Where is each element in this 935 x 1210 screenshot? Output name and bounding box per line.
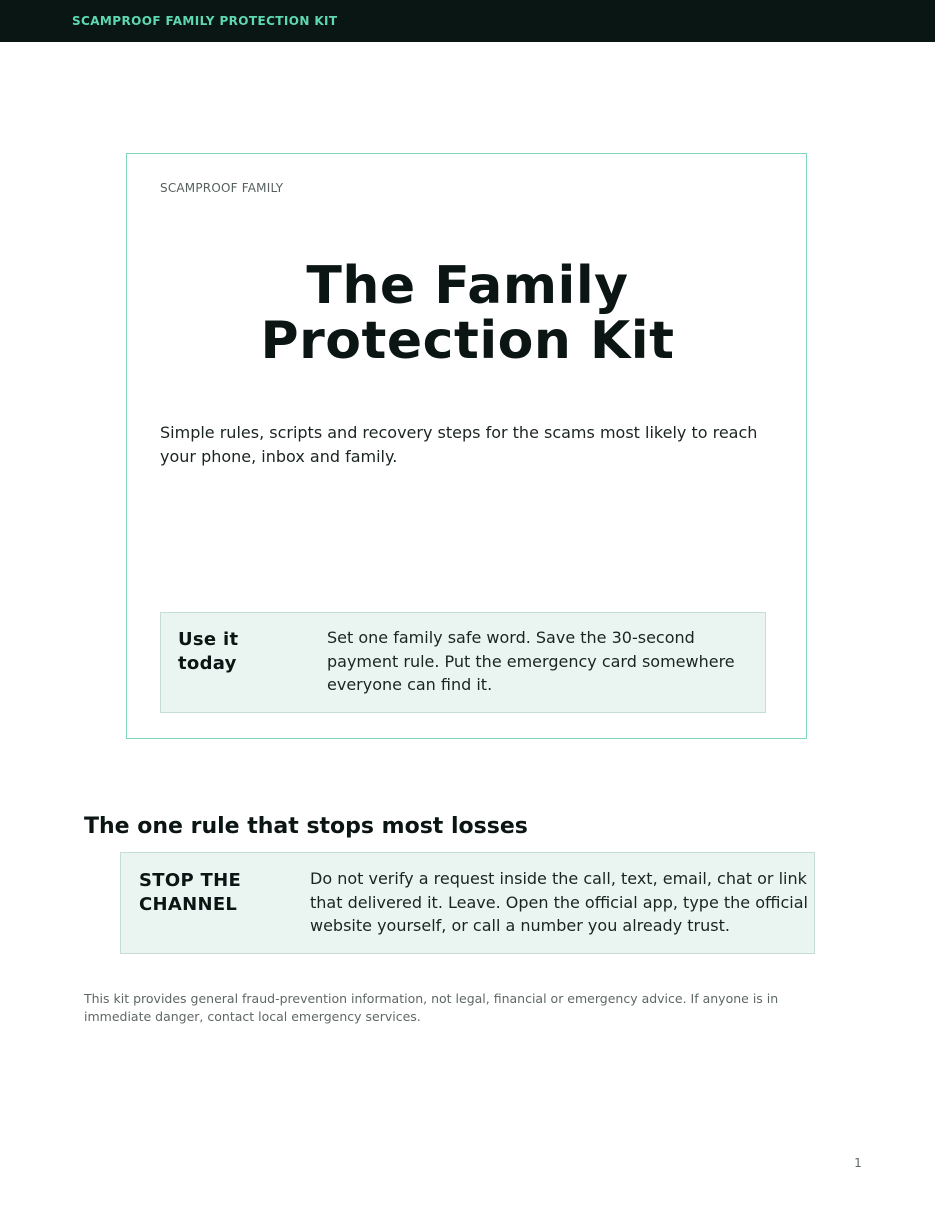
use-it-today-callout	[160, 612, 766, 713]
stop-the-channel-callout	[120, 852, 815, 954]
cover-eyebrow: SCAMPROOF FAMILY	[160, 181, 284, 195]
callout-text: Do not verify a request inside the call, text, email, chat or link that delivered it. Leave. Open the official app, type the official website yourself, or call a number you already trust.	[310, 869, 808, 935]
header-title: SCAMPROOF FAMILY PROTECTION KIT	[72, 14, 338, 28]
callout-label: STOP THE CHANNEL	[139, 870, 242, 915]
cover-title	[127, 256, 808, 371]
page-number: 1	[854, 1156, 862, 1170]
section-heading: The one rule that stops most losses	[84, 814, 528, 839]
cover-panel	[126, 153, 807, 739]
cover-subtitle: Simple rules, scripts and recovery steps for the scams most likely to reach your phone, inbox and family.	[160, 423, 758, 466]
cover-title-line-2: Protection Kit	[260, 311, 675, 371]
header-bar	[0, 0, 935, 42]
callout-label: Use it today	[178, 629, 239, 674]
cover-title-line-1: The Family	[306, 256, 629, 316]
callout-text: Set one family safe word. Save the 30-second payment rule. Put the emergency card somewhere everyone can find it.	[327, 628, 735, 694]
disclaimer: This kit provides general fraud-prevention information, not legal, financial or emergency advice. If anyone is in immediate danger, contact local emergency services.	[84, 991, 779, 1024]
